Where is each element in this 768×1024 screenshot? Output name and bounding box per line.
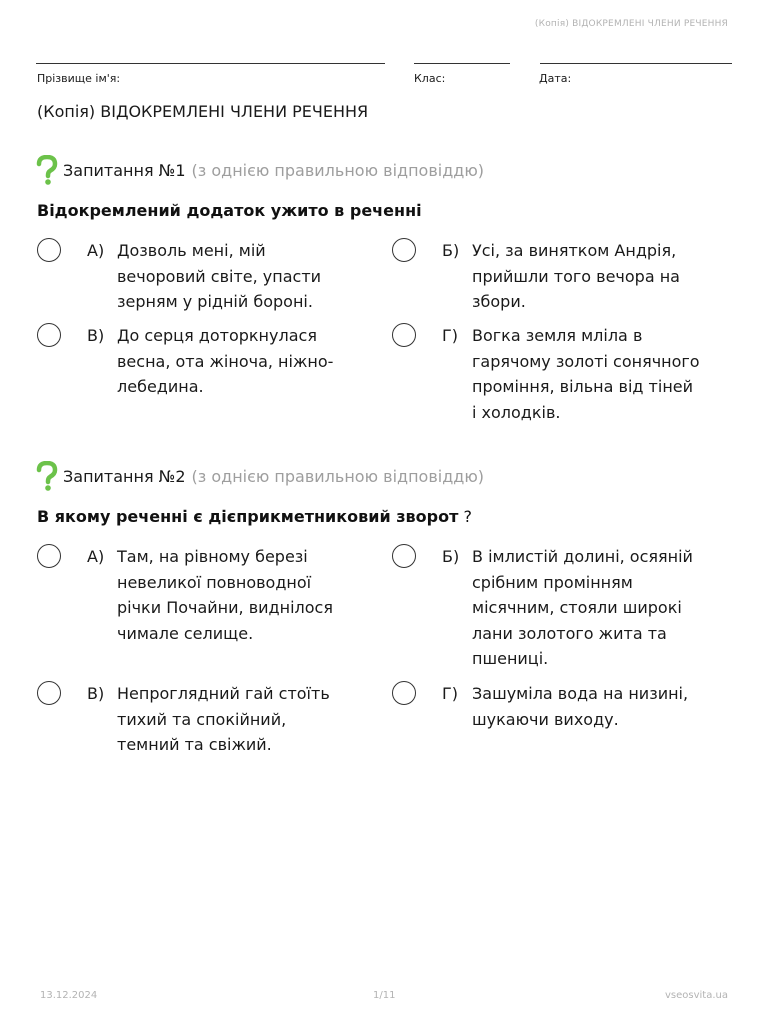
option-letter: А) (87, 547, 105, 566)
option-letter: Б) (442, 547, 460, 566)
option-text: Вогка земля мліла в гарячому золоті сонячного проміння, вільна від тіней і холодків. (472, 326, 700, 422)
question-1-text (37, 201, 422, 220)
question-1-option-c[interactable] (37, 323, 333, 400)
footer-page-number: 1/11 (373, 990, 396, 1001)
question-2-option-a[interactable] (37, 544, 333, 646)
class-label: Клас: (414, 72, 446, 85)
question-1-hint: (з однією правильною відповіддю) (191, 160, 485, 180)
question-1-text-body: Відокремлений додаток ужито в реченні (37, 201, 422, 220)
option-text: Там, на рівному березі невеликої повноводної річки Почайни, виднілося чимале селище. (117, 547, 333, 643)
question-mark-icon (35, 461, 59, 491)
option-text: Непроглядний гай стоїть тихий та спокійний, темний та свіжий. (117, 684, 330, 754)
question-2-option-d[interactable] (392, 681, 688, 732)
option-text: До серця доторкнулася весна, ота жіноча, ніжно- лебедина. (117, 326, 334, 396)
question-2-text (37, 507, 472, 526)
option-letter: Г) (442, 684, 458, 703)
question-1-option-d[interactable] (392, 323, 700, 425)
option-text: Зашуміла вода на низині, шукаючи виходу. (472, 684, 689, 729)
option-text: Дозволь мені, мій вечоровий світе, упасти зерням у рідній бороні. (117, 241, 322, 311)
option-text: Усі, за винятком Андрія, прийшли того вечора на збори. (472, 241, 680, 311)
option-letter: А) (87, 241, 105, 260)
radio-button[interactable] (392, 238, 416, 262)
footer-site: vseosvita.ua (665, 990, 728, 1001)
date-line (540, 63, 732, 64)
radio-button[interactable] (37, 544, 61, 568)
question-1-label: Запитання №1 (63, 160, 186, 180)
question-2-header (35, 461, 484, 491)
question-mark-icon (35, 155, 59, 185)
option-letter: В) (87, 684, 105, 703)
question-2-text-body: В якому реченні є дієприкметниковий зворот (37, 507, 459, 526)
radio-button[interactable] (392, 544, 416, 568)
question-1-option-a[interactable] (37, 238, 321, 315)
question-2-hint: (з однією правильною відповіддю) (191, 466, 485, 486)
option-letter: Г) (442, 326, 458, 345)
class-line (414, 63, 510, 64)
footer-date: 13.12.2024 (40, 990, 98, 1001)
option-letter: Б) (442, 241, 460, 260)
date-label: Дата: (539, 72, 572, 85)
option-letter: В) (87, 326, 105, 345)
question-1-option-b[interactable] (392, 238, 680, 315)
name-label: Прізвище ім'я: (37, 72, 121, 85)
name-line (36, 63, 385, 64)
question-2-suffix: ? (458, 507, 472, 526)
option-text: В імлистій долині, осяяній срібним промінням місячним, стояли широкі лани золотого жита та пшениці. (472, 547, 693, 668)
question-2-label: Запитання №2 (63, 466, 186, 486)
document-title: (Копія) ВІДОКРЕМЛЕНІ ЧЛЕНИ РЕЧЕННЯ (37, 102, 369, 121)
radio-button[interactable] (392, 323, 416, 347)
radio-button[interactable] (37, 238, 61, 262)
question-2-option-c[interactable] (37, 681, 330, 758)
question-1-header (35, 155, 484, 185)
radio-button[interactable] (392, 681, 416, 705)
radio-button[interactable] (37, 323, 61, 347)
question-2-option-b[interactable] (392, 544, 693, 672)
running-header-title: (Копія) ВІДОКРЕМЛЕНІ ЧЛЕНИ РЕЧЕННЯ (534, 19, 728, 29)
radio-button[interactable] (37, 681, 61, 705)
